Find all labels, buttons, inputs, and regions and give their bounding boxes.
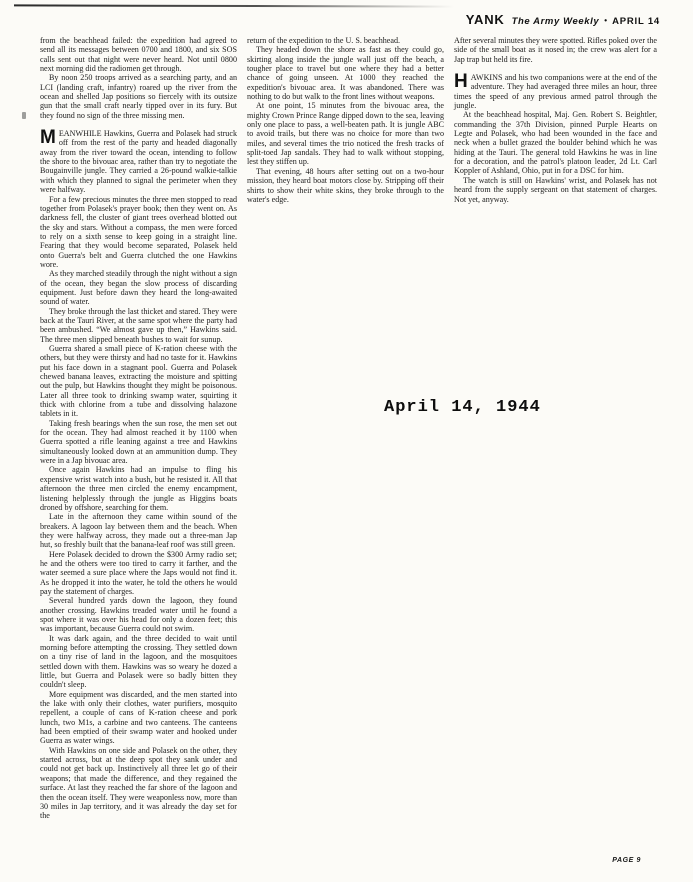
article-column-2 (247, 36, 444, 821)
article-paragraph: As they marched steadily through the night without a sign of the ocean, they began the slow process of discarding equipment. Just before dawn they heard the long-awaited sound of water. (40, 269, 237, 307)
article-paragraph: More equipment was discarded, and the men started into the lake with only their clothes, water purifiers, mosquito repellent, a couple of cans of K-ration cheese and pork lunch, two M1s, a carbine and two canteens. The canteens had been emptied of their swamp water and hooked under Guerra as water wings. (40, 689, 237, 746)
article-paragraph: Several hundred yards down the lagoon, they found another crossing. Hawkins treaded water until he found a spot where it was over his head for only a dozen feet; this was important, because Guerra could not swim. (40, 596, 237, 634)
drop-cap: H (454, 71, 468, 93)
article-column-1 (40, 36, 237, 821)
article-body (40, 36, 657, 821)
article-paragraph: Here Polasek decided to drown the $300 Army radio set; he and the others were too tired to carry it farther, and the water seemed a sure place where the Japs would not find it. As he dropped it into the water, he told the others he would pay the statement of charges. (40, 549, 237, 596)
separator-dot-icon: • (604, 16, 608, 25)
article-paragraph: from the beachhead failed: the expedition had agreed to send all its messages between 0700 and 1800, and six SOS calls sent out that night were never heard. Not until 0800 next morning did the radiomen get through. (40, 36, 237, 74)
article-paragraph: With Hawkins on one side and Polasek on the other, they started across, but at the deep spot they sank under and could not get back up. Instinctively all three let go of their weapons; that made the difference, and they regained the surface. At last they reached the far shore of the lagoon and then the ocean itself. They were weaponless now, more than 30 miles in Jap territory, and it was already the day set for the (40, 745, 237, 821)
page-header (466, 11, 660, 29)
drop-cap: M (40, 127, 56, 149)
article-paragraph: Once again Hawkins had an impulse to fling his expensive wrist watch into a bush, but he resisted it. All that afternoon the three men circled the enemy encampment, listening helplessly through the jungle as Higgins boats droned by offshore, searching for them. (40, 465, 237, 512)
issue-date: APRIL 14 (612, 16, 660, 27)
article-paragraph: For a few precious minutes the three men stopped to read together from Polasek's prayer book; then they went on. As darkness fell, the cluster of giant trees overhead blotted out the sky and stars. Without a compass, the men were forced to rely on a sixth sense to keep going in a straight line. Fearing that they would become separated, Polasek held onto Guerra's belt and Guerra clutched the one Hawkins wore. (40, 194, 237, 269)
date-stamp: April 14, 1944 (384, 398, 541, 417)
article-paragraph: At the beachhead hospital, Maj. Gen. Robert S. Beightler, commanding the 37th Division, pinned Purple Hearts on Legte and Polasek, who had been wounded in the face and neck when a bullet grazed the boulder behind which he was hiding at the Tauri. The general told Hawkins he was in line for a decoration, and the patrol's platoon leader, 2d Lt. Carl Koppler of Ashland, Ohio, put in for a DSC for him. (454, 110, 657, 176)
magazine-subtitle: The Army Weekly (511, 16, 600, 27)
article-paragraph: It was dark again, and the three decided to wait until morning before attempting the crossing. They settled down on a tiny rise of land in the lagoon, and the mosquitoes settled down with them. Hawkins was so weary he dozed a little, but Guerra and Polasek were so badly bitten they couldn't sleep. (40, 633, 237, 690)
article-paragraph: return of the expedition to the U. S. beachhead. (247, 36, 401, 45)
article-paragraph: They headed down the shore as fast as they could go, skirting along inside the jungle wall just off the beach, a tougher place to travel but one where they had a better chance of going unseen. At 1000 they reached the expedition's bivouac area. It was abandoned. There was nothing to do but walk to the front lines without weapons. (247, 45, 444, 102)
article-paragraph: At one point, 15 minutes from the bivouac area, the mighty Crown Prince Range dipped down to the sea, leaving only one place to pass, a well-beaten path. It is jungle ABC to avoid trails, but there was no choice for more than two miles, and several times the trio noticed the fresh tracks of split-toed Jap sandals. They had to walk without stopping, lest they stiffen up. (247, 101, 444, 167)
article-column-3 (454, 36, 657, 821)
article-paragraph: Late in the afternoon they came within sound of the breakers. A lagoon lay between them and the beach. When they were halfway across, they made out a three-man Jap hut, so freshly built that the banana-leaf roof was still green. (40, 512, 237, 550)
article-paragraph: HAWKINS and his two companions were at the end of the adventure. They had averaged three miles an hour, three times the speed of any previous armed patrol through the jungle. (454, 71, 657, 111)
article-paragraph: MEANWHILE Hawkins, Guerra and Polasek had struck off from the rest of the party and headed diagonally away from the river toward the ocean, intending to follow the shore to the bivouac area, rather than try to negotiate the Bougainville jungle. They carried a 26-pound walkie-talkie with which they planned to signal the perimeter when they were halfway. (40, 127, 237, 195)
article-paragraph: They broke through the last thicket and stared. They were back at the Tauri River, at the same spot where the party had been ambushed. “We almost gave up then,” Hawkins said. The three men slipped beneath bushes to wait for sunup. (40, 306, 237, 344)
scan-artifact-speck (22, 112, 26, 119)
article-paragraph: Taking fresh bearings when the sun rose, the men set out for the ocean. They had almost reached it by 1100 when Guerra spotted a rifle leaning against a tree and Hawkins simultaneously looked down at an ammunition dump. They were in a Jap bivouac area. (40, 418, 237, 466)
scan-artifact-top-line (14, 4, 454, 7)
article-paragraph: That evening, 48 hours after setting out on a two-hour mission, they heard boat motors close by. Stripping off their shirts to show their white skins, they broke through to the water's edge. (247, 166, 444, 204)
article-paragraph: Guerra shared a small piece of K-ration cheese with the others, but they were thirsty and had no taste for it. Hawkins put his face down in a stagnant pool. Guerra and Polasek chewed banana leaves, extracting the moisture and spitting out the pulp, but Hawkins thought they might be poisonous. Later all three took to drinking swamp water, squirting it thick with chlorine from a tube and dissolving halazone tablets in it. (40, 344, 237, 419)
magazine-title: YANK (465, 12, 505, 27)
article-paragraph: After several minutes they were spotted. Rifles poked over the side of the small boat as it nosed in; the crew was alert for a Jap trap but held its fire. (454, 36, 657, 64)
article-paragraph: By noon 250 troops arrived as a searching party, and an LCI (landing craft, infantry) roared up the river from the ocean and shelled Jap positions so fiercely with its outsize gun that the small craft nearly tipped over in its fury. But they found no sign of the three missing men. (40, 73, 237, 120)
page-number: PAGE 9 (612, 857, 641, 864)
article-paragraph: The watch is still on Hawkins' wrist, and Polasek has not heard from the supply sergeant on that statement of charges. Not yet, anyway. (454, 175, 657, 204)
